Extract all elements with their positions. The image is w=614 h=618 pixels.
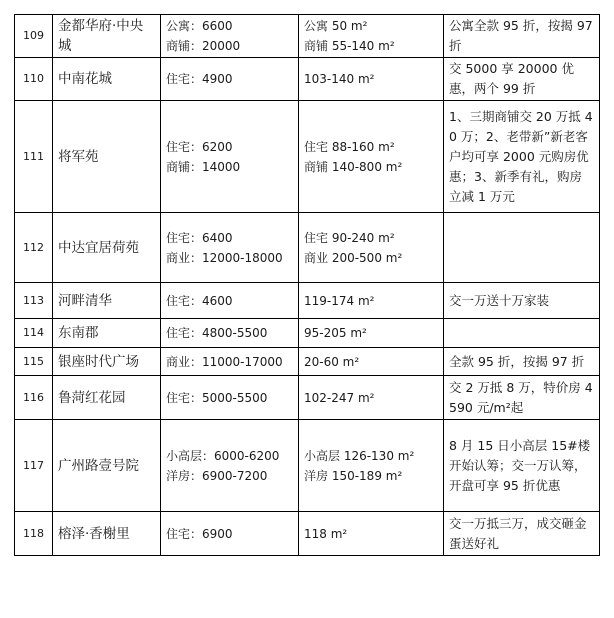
table-row (15, 283, 600, 319)
price-line: 小高层：6000-6200 (166, 448, 280, 463)
price-cell (161, 512, 299, 556)
project-name: 银座时代广场 (53, 348, 161, 376)
table-row (15, 15, 600, 58)
table-row (15, 512, 600, 556)
area-line: 119-174 m² (304, 293, 375, 308)
price-cell (161, 15, 299, 58)
price-cell (161, 319, 299, 348)
project-name: 金都华府·中央城 (53, 15, 161, 58)
area-cell (299, 58, 444, 101)
table-row (15, 348, 600, 376)
price-line: 住宅：5000-5500 (166, 390, 268, 405)
promotion-cell: 交一万抵三万，成交砸金蛋送好礼 (444, 512, 600, 556)
area-line: 住宅 90-240 m² (304, 230, 395, 245)
property-table (14, 14, 600, 556)
price-line: 住宅：4600 (166, 293, 233, 308)
price-cell (161, 58, 299, 101)
row-number: 111 (15, 101, 53, 213)
area-cell (299, 283, 444, 319)
promotion-cell: 交一万送十万家装 (444, 283, 600, 319)
price-line: 商铺：20000 (166, 39, 241, 53)
promotion-cell (444, 213, 600, 283)
project-name: 东南郡 (53, 319, 161, 348)
area-line: 公寓 50 m² (304, 19, 368, 33)
row-number: 115 (15, 348, 53, 376)
table-row (15, 420, 600, 512)
price-line: 公寓：6600 (166, 19, 233, 33)
table-row (15, 58, 600, 101)
row-number: 109 (15, 15, 53, 58)
row-number: 114 (15, 319, 53, 348)
table-row (15, 376, 600, 420)
price-cell (161, 283, 299, 319)
area-line: 洋房 150-189 m² (304, 468, 403, 483)
promotion-cell: 全款 95 折，按揭 97 折 (444, 348, 600, 376)
promotion-cell: 交 2 万抵 8 万，特价房 4590 元/m²起 (444, 376, 600, 420)
area-line: 小高层 126-130 m² (304, 448, 415, 463)
area-cell (299, 420, 444, 512)
area-cell (299, 213, 444, 283)
area-line: 95-205 m² (304, 326, 367, 340)
area-cell (299, 101, 444, 213)
area-line: 商业 200-500 m² (304, 250, 403, 265)
project-name: 中南花城 (53, 58, 161, 101)
table-row (15, 319, 600, 348)
price-line: 商业：12000-18000 (166, 250, 283, 265)
price-cell (161, 420, 299, 512)
price-cell (161, 348, 299, 376)
promotion-cell: 交 5000 享 20000 优惠，两个 99 折 (444, 58, 600, 101)
area-cell (299, 512, 444, 556)
price-line: 洋房：6900-7200 (166, 468, 268, 483)
price-line: 住宅：6400 (166, 230, 233, 245)
project-name: 广州路壹号院 (53, 420, 161, 512)
project-name: 将军苑 (53, 101, 161, 213)
price-cell (161, 376, 299, 420)
area-line: 118 m² (304, 526, 348, 541)
area-line: 商铺 140-800 m² (304, 159, 403, 174)
area-line: 商铺 55-140 m² (304, 39, 395, 53)
price-line: 住宅：4800-5500 (166, 326, 268, 340)
area-line: 20-60 m² (304, 354, 360, 369)
row-number: 110 (15, 58, 53, 101)
area-cell (299, 348, 444, 376)
area-line: 住宅 88-160 m² (304, 139, 395, 154)
price-cell (161, 101, 299, 213)
promotion-cell: 公寓全款 95 折，按揭 97 折 (444, 15, 600, 58)
price-cell (161, 213, 299, 283)
area-cell (299, 15, 444, 58)
price-line: 商业：11000-17000 (166, 354, 283, 369)
price-line: 住宅：6200 (166, 139, 233, 154)
area-cell (299, 319, 444, 348)
row-number: 118 (15, 512, 53, 556)
row-number: 113 (15, 283, 53, 319)
area-cell (299, 376, 444, 420)
project-name: 中达宜居荷苑 (53, 213, 161, 283)
promotion-cell: 8 月 15 日小高层 15#楼开始认筹；交一万认筹，开盘可享 95 折优惠 (444, 420, 600, 512)
project-name: 鲁菏红花园 (53, 376, 161, 420)
promotion-cell: 1、三期商铺交 20 万抵 40 万；2、老带新”新老客户均可享 2000 元购房优惠；3、新季有礼，购房立减 1 万元 (444, 101, 600, 213)
price-line: 住宅：4900 (166, 72, 233, 86)
table-row (15, 101, 600, 213)
table-row (15, 213, 600, 283)
area-line: 102-247 m² (304, 390, 375, 405)
row-number: 117 (15, 420, 53, 512)
area-line: 103-140 m² (304, 72, 375, 86)
row-number: 112 (15, 213, 53, 283)
promotion-cell (444, 319, 600, 348)
price-line: 商铺：14000 (166, 159, 241, 174)
project-name: 榕泽·香榭里 (53, 512, 161, 556)
row-number: 116 (15, 376, 53, 420)
price-line: 住宅：6900 (166, 526, 233, 541)
project-name: 河畔清华 (53, 283, 161, 319)
